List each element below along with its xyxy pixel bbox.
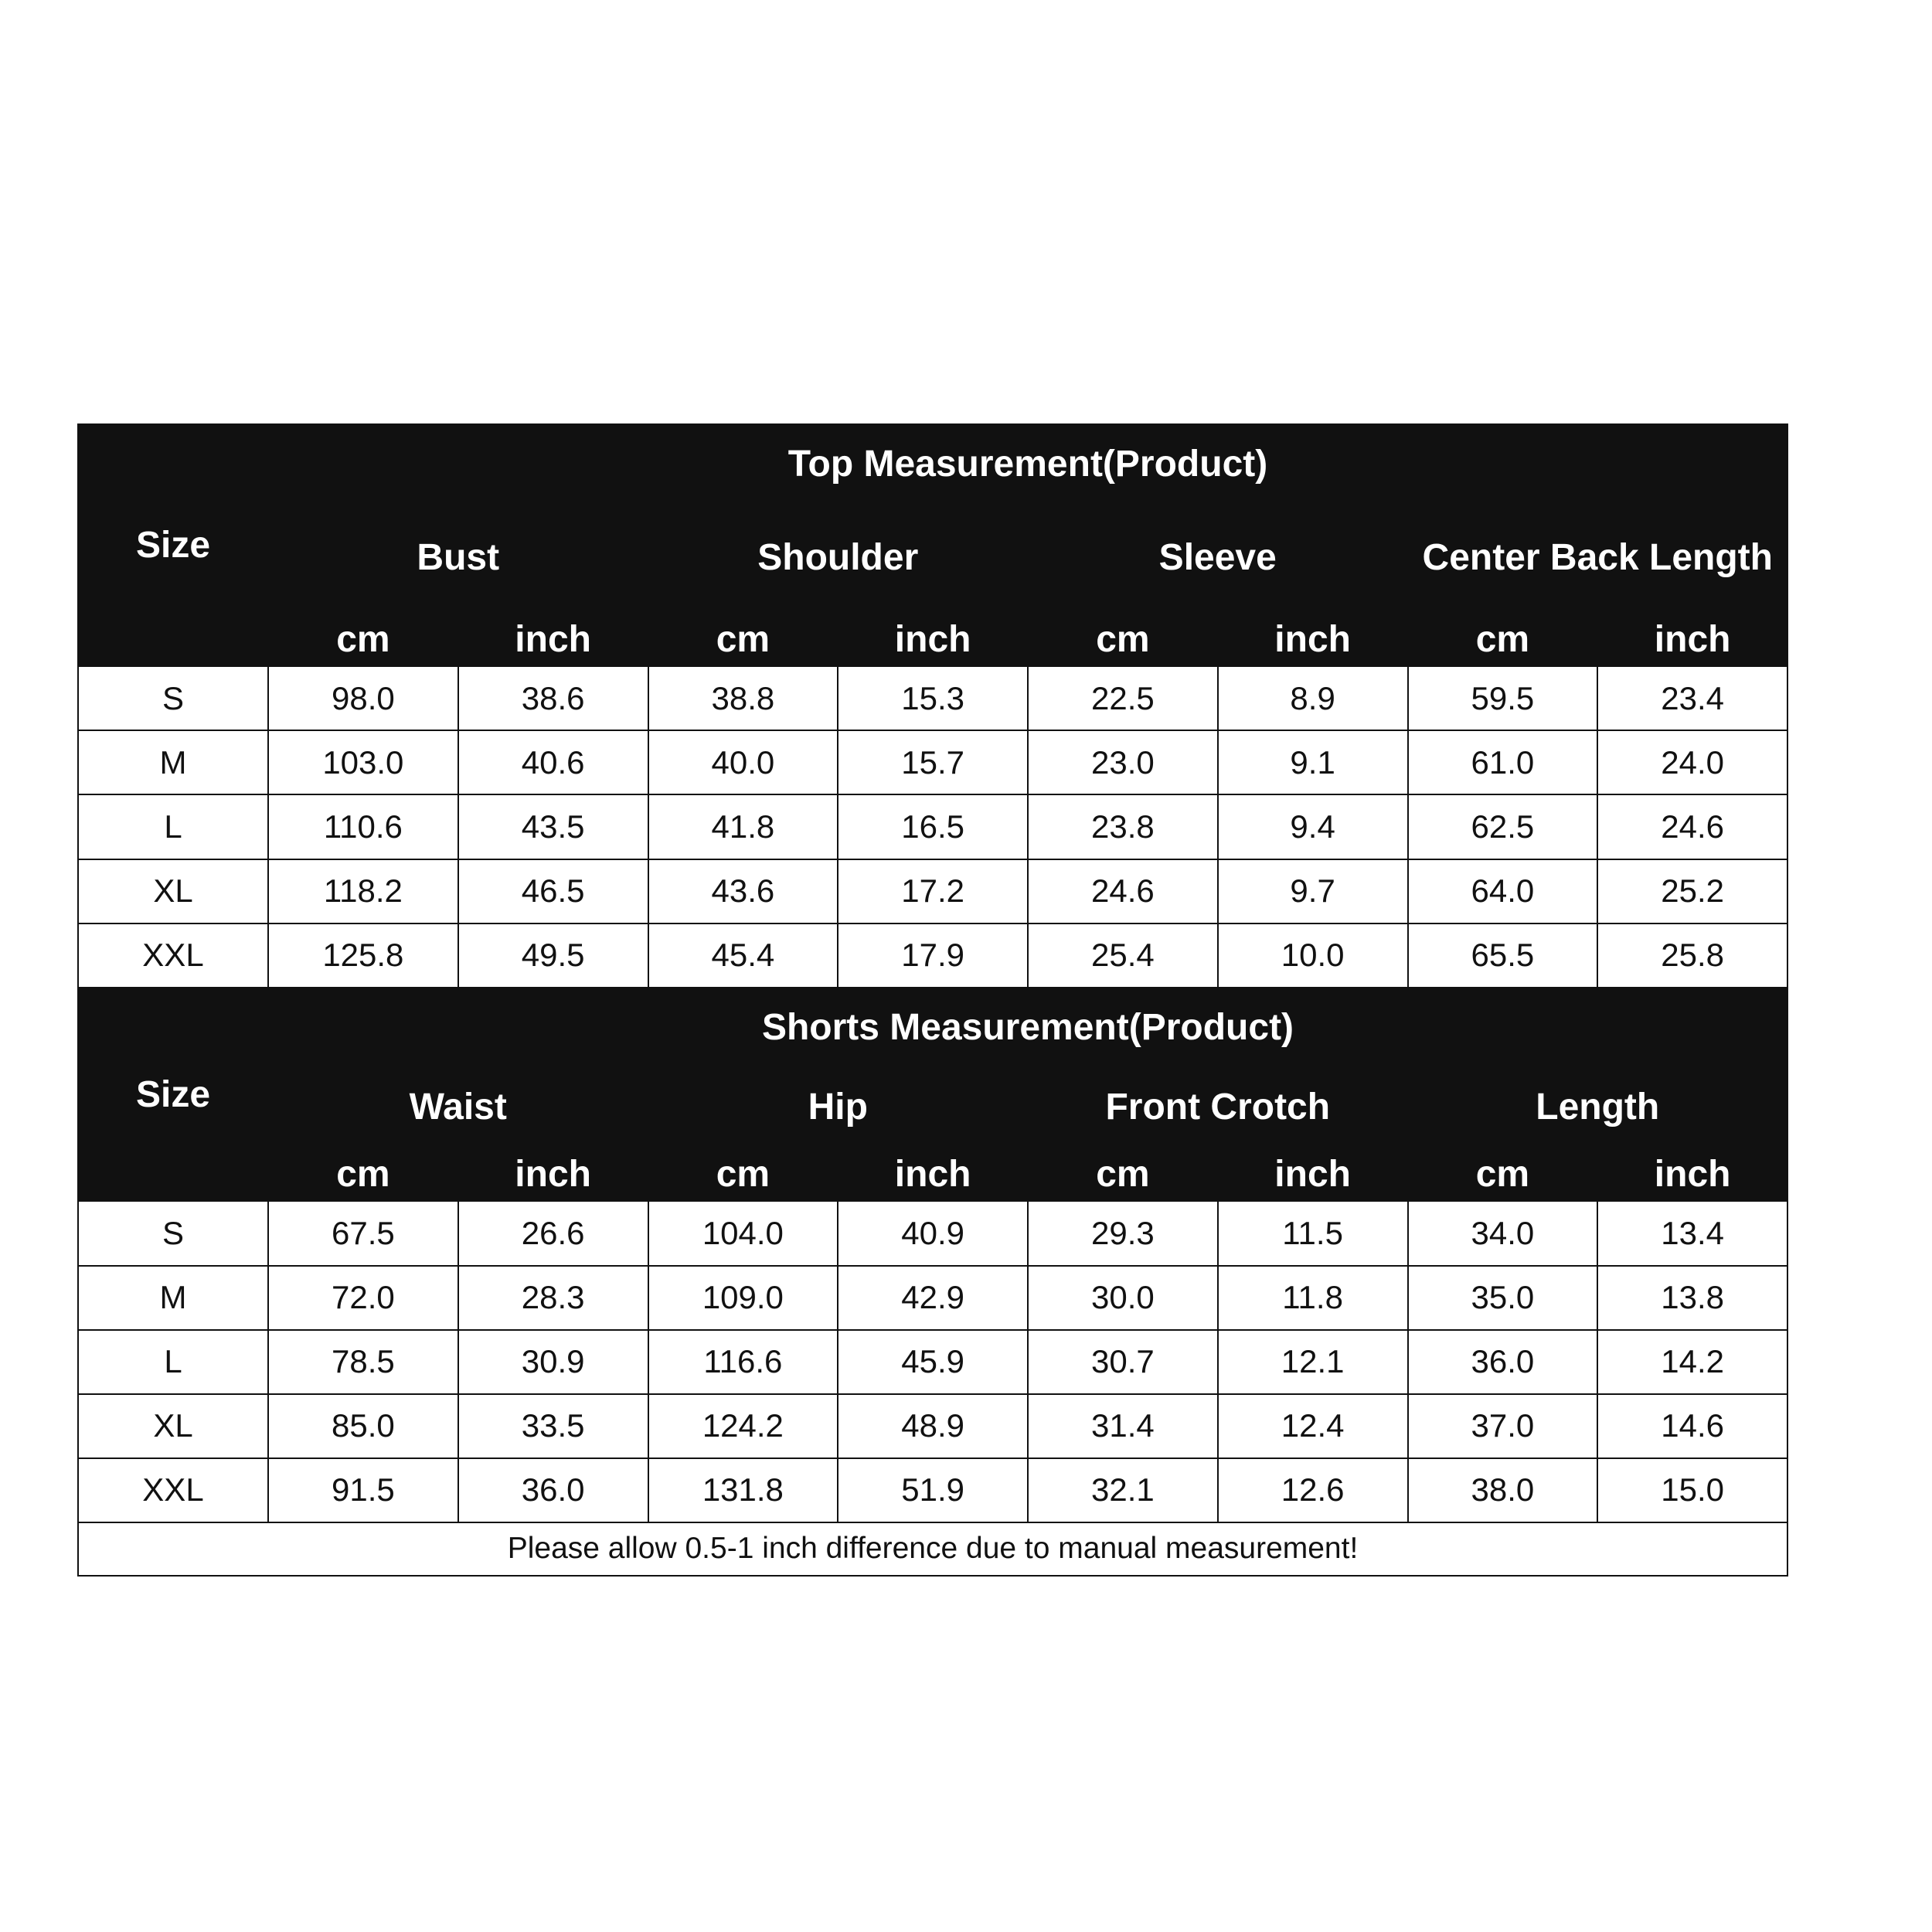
measurement-cell: 14.2	[1597, 1330, 1787, 1394]
shorts-table-row	[78, 1266, 1787, 1330]
measurement-cell: 36.0	[458, 1458, 648, 1522]
unit-label-inch: inch	[458, 1148, 648, 1202]
measurement-cell: 15.0	[1597, 1458, 1787, 1522]
measurement-cell: 15.3	[838, 666, 1028, 730]
size-cell: S	[78, 666, 268, 730]
size-cell: XL	[78, 859, 268, 923]
measurement-cell: 109.0	[648, 1266, 838, 1330]
measurement-cell: 9.7	[1218, 859, 1408, 923]
measurement-cell: 23.0	[1028, 730, 1218, 794]
shorts-group-length: Length	[1408, 1067, 1788, 1148]
measurement-cell: 59.5	[1408, 666, 1598, 730]
size-cell: L	[78, 794, 268, 859]
size-cell: XL	[78, 1394, 268, 1458]
top-group-center-back-length: Center Back Length	[1408, 504, 1788, 613]
measurement-cell: 103.0	[268, 730, 458, 794]
measurement-cell: 14.6	[1597, 1394, 1787, 1458]
measurement-cell: 78.5	[268, 1330, 458, 1394]
measurement-cell: 16.5	[838, 794, 1028, 859]
measurement-cell: 118.2	[268, 859, 458, 923]
measurement-cell: 11.5	[1218, 1201, 1408, 1265]
measurement-cell: 46.5	[458, 859, 648, 923]
measurement-cell: 25.8	[1597, 923, 1787, 988]
measurement-cell: 43.5	[458, 794, 648, 859]
measurement-cell: 49.5	[458, 923, 648, 988]
measurement-cell: 9.4	[1218, 794, 1408, 859]
top-group-shoulder: Shoulder	[648, 504, 1029, 613]
measurement-cell: 64.0	[1408, 859, 1598, 923]
measurement-cell: 11.8	[1218, 1266, 1408, 1330]
top-table-row	[78, 859, 1787, 923]
measurement-cell: 24.0	[1597, 730, 1787, 794]
unit-label-cm: cm	[268, 613, 458, 666]
measurement-cell: 65.5	[1408, 923, 1598, 988]
measurement-cell: 25.4	[1028, 923, 1218, 988]
measurement-cell: 30.7	[1028, 1330, 1218, 1394]
measurement-cell: 41.8	[648, 794, 838, 859]
shorts-unit-row	[78, 1148, 1787, 1202]
measurement-cell: 42.9	[838, 1266, 1028, 1330]
top-table-row	[78, 666, 1787, 730]
measurement-cell: 43.6	[648, 859, 838, 923]
measurement-cell: 48.9	[838, 1394, 1028, 1458]
measurement-cell: 17.2	[838, 859, 1028, 923]
measurement-cell: 85.0	[268, 1394, 458, 1458]
top-table-row	[78, 923, 1787, 988]
measurement-cell: 91.5	[268, 1458, 458, 1522]
shorts-group-front-crotch: Front Crotch	[1028, 1067, 1408, 1148]
measurement-cell: 116.6	[648, 1330, 838, 1394]
measurement-cell: 110.6	[268, 794, 458, 859]
size-chart-table	[77, 423, 1788, 1577]
measurement-cell: 32.1	[1028, 1458, 1218, 1522]
unit-label-cm: cm	[1028, 613, 1218, 666]
measurement-cell: 8.9	[1218, 666, 1408, 730]
top-group-sleeve: Sleeve	[1028, 504, 1408, 613]
measurement-cell: 38.8	[648, 666, 838, 730]
shorts-group-waist: Waist	[268, 1067, 648, 1148]
measurement-cell: 23.4	[1597, 666, 1787, 730]
measurement-cell: 24.6	[1028, 859, 1218, 923]
unit-label-cm: cm	[1408, 613, 1598, 666]
measurement-cell: 23.8	[1028, 794, 1218, 859]
measurement-cell: 34.0	[1408, 1201, 1598, 1265]
unit-label-cm: cm	[648, 613, 838, 666]
measurement-cell: 17.9	[838, 923, 1028, 988]
unit-label-inch: inch	[838, 613, 1028, 666]
unit-label-cm: cm	[1408, 1148, 1598, 1202]
size-cell: XXL	[78, 1458, 268, 1522]
size-cell: M	[78, 730, 268, 794]
measurement-cell: 28.3	[458, 1266, 648, 1330]
measurement-cell: 12.1	[1218, 1330, 1408, 1394]
top-unit-row	[78, 613, 1787, 666]
measurement-cell: 12.6	[1218, 1458, 1408, 1522]
top-table-row	[78, 794, 1787, 859]
measurement-note: Please allow 0.5-1 inch difference due to manual measurement!	[78, 1522, 1787, 1576]
unit-label-cm: cm	[1028, 1148, 1218, 1202]
measurement-cell: 40.9	[838, 1201, 1028, 1265]
shorts-title-row	[78, 988, 1787, 1067]
shorts-section-title: Shorts Measurement(Product)	[268, 988, 1787, 1067]
measurement-cell: 35.0	[1408, 1266, 1598, 1330]
unit-label-inch: inch	[1218, 1148, 1408, 1202]
unit-label-inch: inch	[1597, 613, 1787, 666]
measurement-cell: 22.5	[1028, 666, 1218, 730]
measurement-cell: 104.0	[648, 1201, 838, 1265]
measurement-cell: 9.1	[1218, 730, 1408, 794]
measurement-cell: 13.8	[1597, 1266, 1787, 1330]
measurement-cell: 67.5	[268, 1201, 458, 1265]
shorts-size-header: Size	[78, 988, 268, 1202]
measurement-cell: 30.9	[458, 1330, 648, 1394]
measurement-cell: 45.4	[648, 923, 838, 988]
shorts-table-row	[78, 1330, 1787, 1394]
top-title-row	[78, 424, 1787, 504]
top-size-header: Size	[78, 424, 268, 666]
unit-label-cm: cm	[268, 1148, 458, 1202]
measurement-cell: 33.5	[458, 1394, 648, 1458]
measurement-cell: 31.4	[1028, 1394, 1218, 1458]
size-cell: M	[78, 1266, 268, 1330]
measurement-cell: 125.8	[268, 923, 458, 988]
measurement-cell: 15.7	[838, 730, 1028, 794]
measurement-cell: 12.4	[1218, 1394, 1408, 1458]
measurement-cell: 29.3	[1028, 1201, 1218, 1265]
measurement-cell: 30.0	[1028, 1266, 1218, 1330]
top-section-title: Top Measurement(Product)	[268, 424, 1787, 504]
measurement-cell: 40.6	[458, 730, 648, 794]
size-cell: S	[78, 1201, 268, 1265]
unit-label-cm: cm	[648, 1148, 838, 1202]
measurement-cell: 26.6	[458, 1201, 648, 1265]
size-cell: XXL	[78, 923, 268, 988]
measurement-cell: 25.2	[1597, 859, 1787, 923]
measurement-cell: 131.8	[648, 1458, 838, 1522]
measurement-cell: 72.0	[268, 1266, 458, 1330]
measurement-cell: 45.9	[838, 1330, 1028, 1394]
shorts-group-hip: Hip	[648, 1067, 1029, 1148]
unit-label-inch: inch	[838, 1148, 1028, 1202]
measurement-cell: 40.0	[648, 730, 838, 794]
shorts-group-row	[78, 1067, 1787, 1148]
measurement-cell: 38.0	[1408, 1458, 1598, 1522]
measurement-cell: 10.0	[1218, 923, 1408, 988]
shorts-table-row	[78, 1201, 1787, 1265]
unit-label-inch: inch	[458, 613, 648, 666]
measurement-cell: 51.9	[838, 1458, 1028, 1522]
unit-label-inch: inch	[1218, 613, 1408, 666]
measurement-cell: 37.0	[1408, 1394, 1598, 1458]
measurement-cell: 24.6	[1597, 794, 1787, 859]
measurement-cell: 38.6	[458, 666, 648, 730]
top-group-row	[78, 504, 1787, 613]
measurement-cell: 62.5	[1408, 794, 1598, 859]
top-table-row	[78, 730, 1787, 794]
measurement-cell: 124.2	[648, 1394, 838, 1458]
shorts-table-row	[78, 1394, 1787, 1458]
unit-label-inch: inch	[1597, 1148, 1787, 1202]
measurement-cell: 61.0	[1408, 730, 1598, 794]
measurement-cell: 98.0	[268, 666, 458, 730]
measurement-cell: 36.0	[1408, 1330, 1598, 1394]
shorts-table-row	[78, 1458, 1787, 1522]
size-cell: L	[78, 1330, 268, 1394]
size-chart-body	[78, 424, 1787, 1576]
measurement-cell: 13.4	[1597, 1201, 1787, 1265]
top-group-bust: Bust	[268, 504, 648, 613]
note-row	[78, 1522, 1787, 1576]
